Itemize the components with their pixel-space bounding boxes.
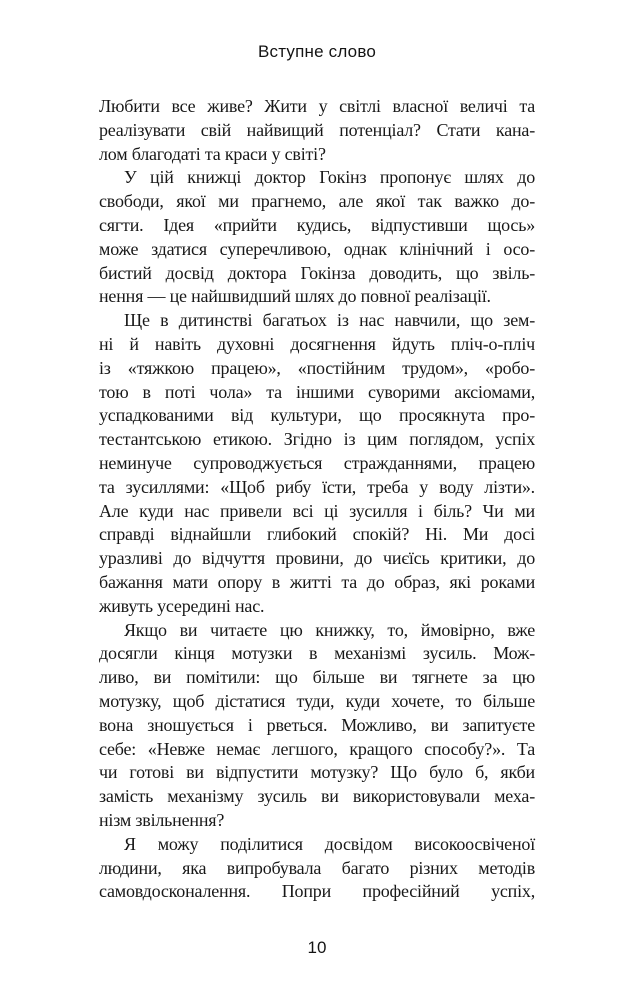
running-header: Вступне слово: [257, 42, 377, 61]
text-line: мотузку, щоб дістатися туди, куди хочете, то більше: [99, 690, 535, 711]
text-line: реалізувати свій найвищий потенціал? Стати кана-: [99, 119, 535, 140]
text-line: себе: «Невже немає легшого, кращого способу?». Та: [99, 738, 535, 759]
text-line: Любити все живе? Жити у світлі власної величі та: [99, 96, 535, 116]
text-line: самовдосконалення. Попри професійний успіх,: [99, 881, 535, 902]
text-line: Але куди нас привели всі ці зусилля і біль? Чи ми: [99, 500, 535, 521]
text-line: чи готові ви відпустити мотузку? Що було б, якби: [99, 762, 535, 783]
text-line: та зусиллями: «Щоб рибу їсти, треба у воду лізти».: [99, 476, 535, 497]
text-line: із «тяжкою працею», «постійним трудом», «робо-: [99, 357, 535, 378]
text-line: Якщо ви читаєте цю книжку, то, ймовірно, вже: [124, 619, 535, 640]
paragraph: [99, 619, 535, 833]
paragraph: [99, 95, 535, 166]
body-text: [99, 95, 535, 904]
text-line: Ще в дитинстві багатьох із нас навчили, що зем-: [124, 310, 535, 331]
page-number: 10: [307, 938, 327, 957]
paragraph: [99, 166, 535, 309]
text-line: людини, яка випробувала багато різних методів: [99, 857, 535, 878]
text-line: бистий досвід доктора Гокінза доводить, що звіль-: [99, 262, 535, 283]
text-line: нізм звільнення?: [99, 809, 225, 830]
text-line: вона зношується і рветься. Можливо, ви запитуєте: [99, 714, 535, 735]
paragraph: [99, 309, 535, 618]
text-line: неминуче супроводжується стражданнями, працею: [99, 452, 535, 473]
text-line: ні й навіть духовні досягнення йдуть пліч-о-пліч: [99, 333, 535, 354]
text-line: ливо, ви помітили: що більше ви тягнете за цю: [99, 667, 535, 688]
text-line: лом благодаті та краси у світі?: [99, 143, 326, 164]
text-line: Я можу поділитися досвідом високоосвіченої: [124, 833, 535, 854]
text-line: уразливі до відчуття провини, до чиєїсь критики, до: [99, 548, 535, 569]
text-line: справді віднайшли глибокий спокій? Ні. Ми досі: [99, 524, 535, 545]
text-line: замість механізму зусиль ви використовували меха-: [99, 786, 535, 807]
text-line: нення — це найшвидший шлях до повної реалізації.: [99, 286, 491, 307]
text-line: тою в поті чола» та іншими суворими аксіомами,: [99, 381, 535, 402]
text-line: може здатися суперечливою, однак клінічний і осо-: [99, 238, 535, 259]
text-line: сягти. Ідея «прийти кудись, відпустивши щось»: [99, 214, 535, 235]
text-line: У цій книжці доктор Гокінз пропонує шлях до: [124, 167, 535, 188]
text-line: живуть усередині нас.: [99, 595, 265, 616]
text-line: бажання мати опору в житті та до образ, які роками: [99, 571, 535, 592]
text-line: досягли кінця мотузки в механізмі зусиль. Мож-: [99, 643, 535, 664]
text-line: тестантською етикою. Згідно із цим поглядом, успіх: [99, 429, 535, 450]
text-line: свободи, якої ми прагнемо, але якої так важко до-: [99, 191, 535, 212]
paragraph: [99, 833, 535, 904]
text-line: успадкованими від культури, що просякнута про-: [99, 405, 535, 426]
